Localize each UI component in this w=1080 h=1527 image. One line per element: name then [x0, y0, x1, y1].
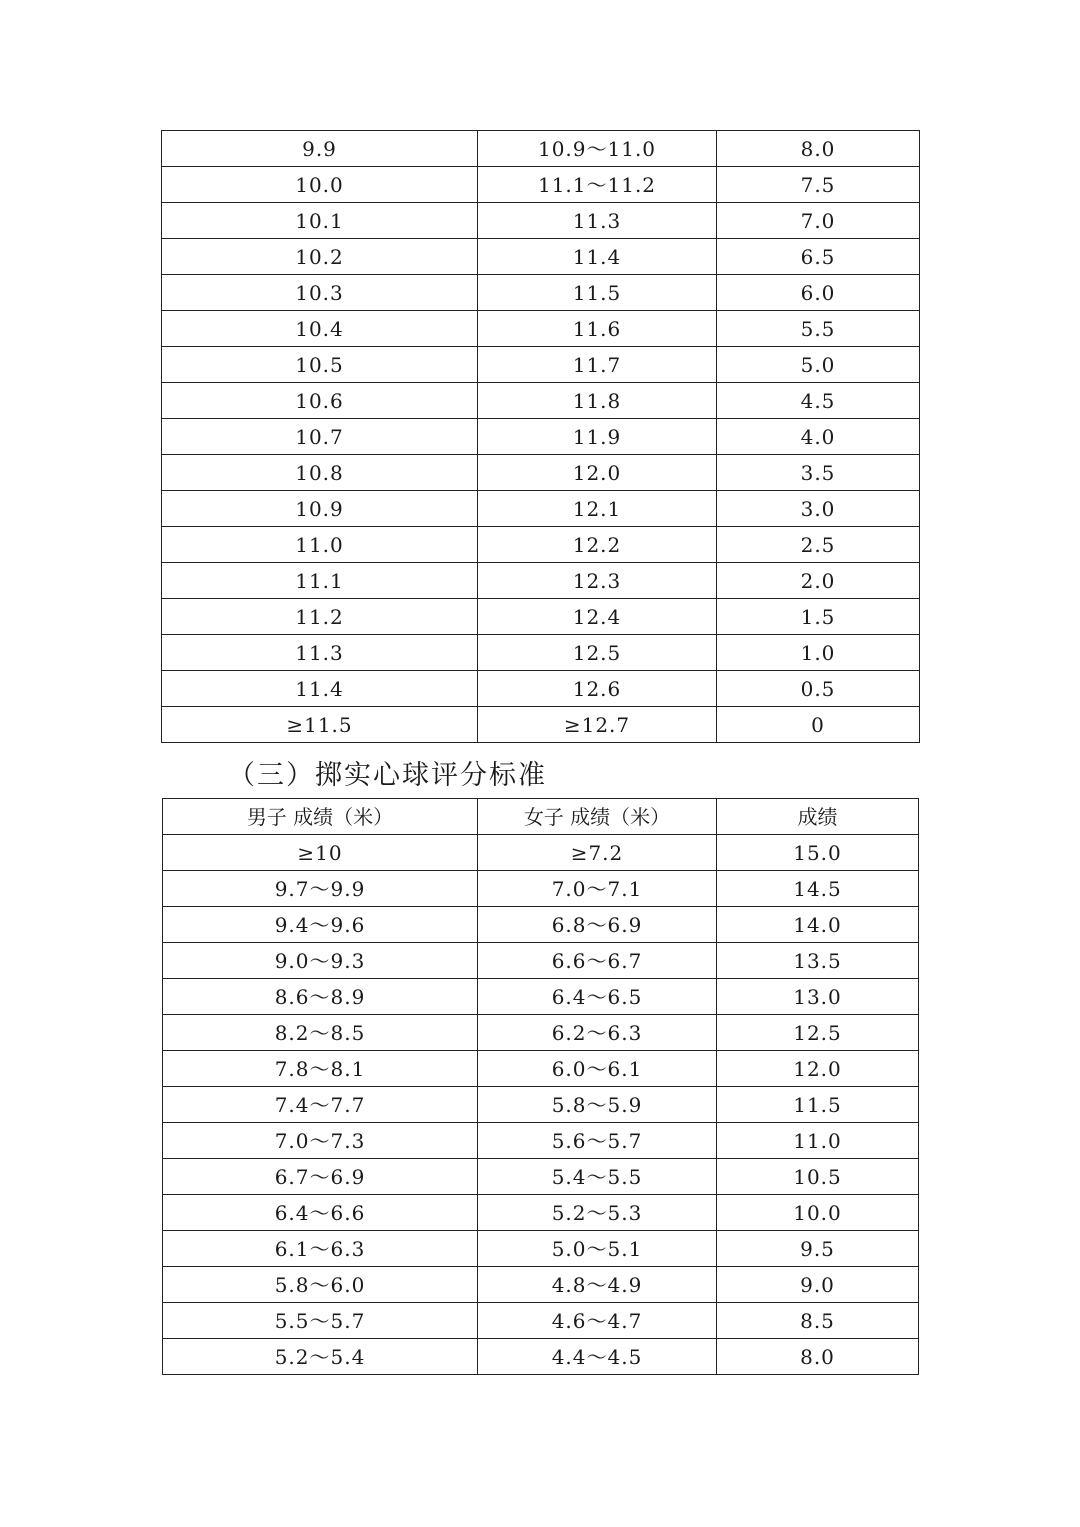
- score-cell: 10.5: [717, 1159, 919, 1195]
- table-row: [162, 347, 920, 383]
- male-result-cell: 11.3: [162, 635, 478, 671]
- table-row: [163, 1123, 919, 1159]
- male-result-cell: 10.0: [162, 167, 478, 203]
- score-cell: 5.0: [717, 347, 920, 383]
- male-result-cell: 5.2～5.4: [163, 1339, 478, 1375]
- female-result-cell: 4.6～4.7: [478, 1303, 717, 1339]
- score-cell: 3.5: [717, 455, 920, 491]
- male-result-cell: 9.9: [162, 131, 478, 167]
- score-cell: 13.0: [717, 979, 919, 1015]
- table-row: [163, 1303, 919, 1339]
- score-cell: 13.5: [717, 943, 919, 979]
- table-row: [162, 419, 920, 455]
- table1-body: [162, 131, 920, 743]
- score-cell: 6.5: [717, 239, 920, 275]
- table-row: [163, 1051, 919, 1087]
- male-result-cell: 8.2～8.5: [163, 1015, 478, 1051]
- table-row: [163, 871, 919, 907]
- female-result-cell: 6.2～6.3: [478, 1015, 717, 1051]
- female-result-cell: 5.0～5.1: [478, 1231, 717, 1267]
- female-result-cell: 4.4～4.5: [478, 1339, 717, 1375]
- table-row: [163, 943, 919, 979]
- table-row: [162, 167, 920, 203]
- score-cell: 11.5: [717, 1087, 919, 1123]
- table-row: [163, 979, 919, 1015]
- table-row: [162, 563, 920, 599]
- table-row: [162, 671, 920, 707]
- female-result-cell: 4.8～4.9: [478, 1267, 717, 1303]
- header-female-result: 女子 成绩（米）: [478, 799, 717, 835]
- male-result-cell: 10.5: [162, 347, 478, 383]
- score-cell: 14.0: [717, 907, 919, 943]
- score-cell: 11.0: [717, 1123, 919, 1159]
- score-cell: 6.0: [717, 275, 920, 311]
- score-cell: 2.5: [717, 527, 920, 563]
- female-result-cell: 6.6～6.7: [478, 943, 717, 979]
- male-result-cell: 11.1: [162, 563, 478, 599]
- table-row: [162, 131, 920, 167]
- score-cell: 5.5: [717, 311, 920, 347]
- male-result-cell: 10.7: [162, 419, 478, 455]
- table-row: [162, 455, 920, 491]
- table-row: [162, 311, 920, 347]
- table-row: [162, 635, 920, 671]
- female-result-cell: 11.8: [478, 383, 717, 419]
- table-header-row: [163, 799, 919, 835]
- table-row: [163, 1015, 919, 1051]
- table-row: [162, 275, 920, 311]
- male-result-cell: 6.1～6.3: [163, 1231, 478, 1267]
- score-cell: 8.5: [717, 1303, 919, 1339]
- male-result-cell: 8.6～8.9: [163, 979, 478, 1015]
- header-male-result: 男子 成绩（米）: [163, 799, 478, 835]
- female-result-cell: 11.3: [478, 203, 717, 239]
- female-result-cell: 12.0: [478, 455, 717, 491]
- table-row: [163, 835, 919, 871]
- score-cell: 2.0: [717, 563, 920, 599]
- running-score-table-continued: [161, 130, 920, 743]
- section-title: （三）掷实心球评分标准: [228, 760, 547, 791]
- table-row: [162, 707, 920, 743]
- score-cell: 12.0: [717, 1051, 919, 1087]
- male-result-cell: 9.7～9.9: [163, 871, 478, 907]
- male-result-cell: 9.0～9.3: [163, 943, 478, 979]
- table-row: [163, 907, 919, 943]
- table-row: [163, 1159, 919, 1195]
- score-cell: 10.0: [717, 1195, 919, 1231]
- female-result-cell: 6.0～6.1: [478, 1051, 717, 1087]
- female-result-cell: 12.1: [478, 491, 717, 527]
- score-cell: 9.5: [717, 1231, 919, 1267]
- female-result-cell: 12.2: [478, 527, 717, 563]
- score-cell: 12.5: [717, 1015, 919, 1051]
- table-row: [162, 527, 920, 563]
- male-result-cell: 7.0～7.3: [163, 1123, 478, 1159]
- male-result-cell: 9.4～9.6: [163, 907, 478, 943]
- score-cell: 15.0: [717, 835, 919, 871]
- male-result-cell: ≥11.5: [162, 707, 478, 743]
- female-result-cell: 11.6: [478, 311, 717, 347]
- table-row: [163, 1339, 919, 1375]
- score-cell: 4.5: [717, 383, 920, 419]
- female-result-cell: 11.1～11.2: [478, 167, 717, 203]
- table2-body: [163, 835, 919, 1375]
- score-cell: 7.5: [717, 167, 920, 203]
- table-row: [162, 203, 920, 239]
- male-result-cell: 5.5～5.7: [163, 1303, 478, 1339]
- male-result-cell: 6.4～6.6: [163, 1195, 478, 1231]
- male-result-cell: 6.7～6.9: [163, 1159, 478, 1195]
- score-cell: 9.0: [717, 1267, 919, 1303]
- male-result-cell: 11.2: [162, 599, 478, 635]
- table-row: [162, 599, 920, 635]
- female-result-cell: 11.5: [478, 275, 717, 311]
- female-result-cell: 11.9: [478, 419, 717, 455]
- score-cell: 0.5: [717, 671, 920, 707]
- score-cell: 14.5: [717, 871, 919, 907]
- female-result-cell: ≥12.7: [478, 707, 717, 743]
- female-result-cell: 12.3: [478, 563, 717, 599]
- male-result-cell: 5.8～6.0: [163, 1267, 478, 1303]
- table-row: [163, 1087, 919, 1123]
- male-result-cell: 10.4: [162, 311, 478, 347]
- female-result-cell: 12.4: [478, 599, 717, 635]
- female-result-cell: 12.6: [478, 671, 717, 707]
- score-cell: 3.0: [717, 491, 920, 527]
- female-result-cell: 6.8～6.9: [478, 907, 717, 943]
- table-row: [162, 383, 920, 419]
- male-result-cell: 10.9: [162, 491, 478, 527]
- score-cell: 8.0: [717, 131, 920, 167]
- female-result-cell: ≥7.2: [478, 835, 717, 871]
- score-cell: 1.5: [717, 599, 920, 635]
- female-result-cell: 5.2～5.3: [478, 1195, 717, 1231]
- table-row: [163, 1267, 919, 1303]
- score-cell: 0: [717, 707, 920, 743]
- male-result-cell: 10.3: [162, 275, 478, 311]
- female-result-cell: 11.7: [478, 347, 717, 383]
- male-result-cell: 11.0: [162, 527, 478, 563]
- female-result-cell: 10.9～11.0: [478, 131, 717, 167]
- male-result-cell: 7.8～8.1: [163, 1051, 478, 1087]
- table-row: [162, 491, 920, 527]
- female-result-cell: 6.4～6.5: [478, 979, 717, 1015]
- female-result-cell: 5.4～5.5: [478, 1159, 717, 1195]
- female-result-cell: 12.5: [478, 635, 717, 671]
- male-result-cell: 10.2: [162, 239, 478, 275]
- score-cell: 1.0: [717, 635, 920, 671]
- table-row: [163, 1231, 919, 1267]
- male-result-cell: 10.1: [162, 203, 478, 239]
- score-cell: 7.0: [717, 203, 920, 239]
- male-result-cell: 10.8: [162, 455, 478, 491]
- table-row: [163, 1195, 919, 1231]
- male-result-cell: 10.6: [162, 383, 478, 419]
- female-result-cell: 5.8～5.9: [478, 1087, 717, 1123]
- male-result-cell: 11.4: [162, 671, 478, 707]
- male-result-cell: 7.4～7.7: [163, 1087, 478, 1123]
- female-result-cell: 7.0～7.1: [478, 871, 717, 907]
- female-result-cell: 5.6～5.7: [478, 1123, 717, 1159]
- score-cell: 4.0: [717, 419, 920, 455]
- shot-put-score-table: [162, 798, 919, 1375]
- table-row: [162, 239, 920, 275]
- male-result-cell: ≥10: [163, 835, 478, 871]
- female-result-cell: 11.4: [478, 239, 717, 275]
- score-cell: 8.0: [717, 1339, 919, 1375]
- header-score: 成绩: [717, 799, 919, 835]
